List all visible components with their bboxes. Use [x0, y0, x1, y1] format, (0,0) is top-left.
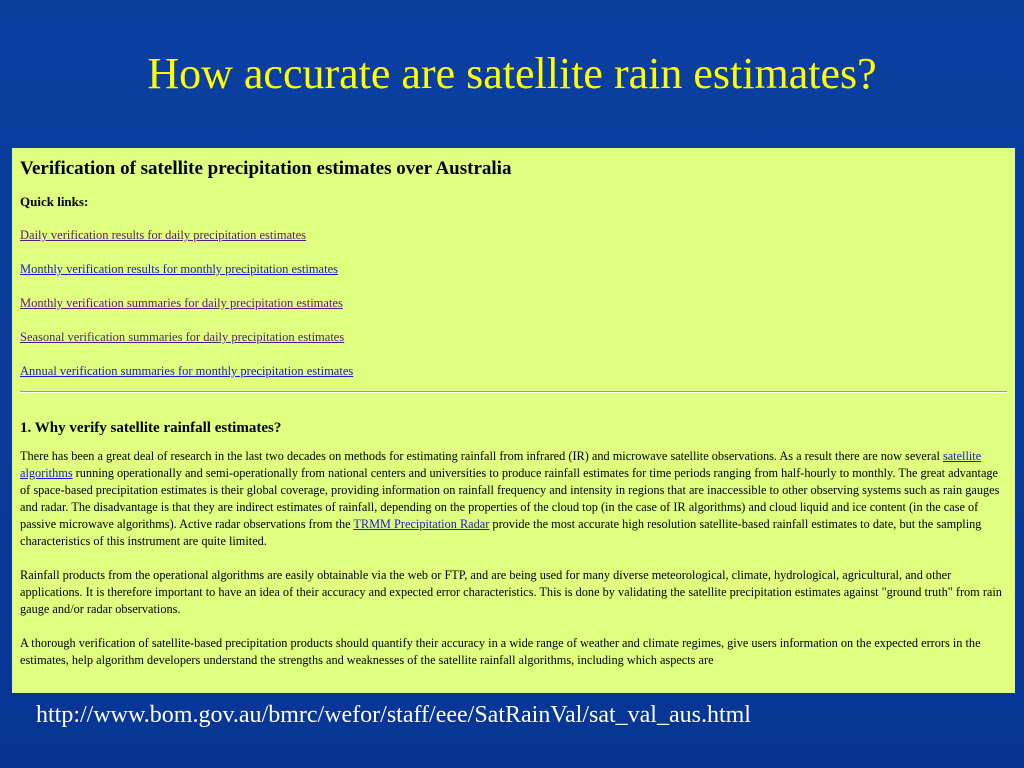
link-annual-summaries-monthly[interactable]: Annual verification summaries for monthly precipitation estimates	[20, 364, 354, 378]
horizontal-divider	[20, 391, 1007, 393]
list-item	[20, 227, 1007, 243]
paragraph-2: Rainfall products from the operational algorithms are easily obtainable via the web or FTP, and are being used for many diverse meteorological, climate, hydrological, agricultural, and other applications. It is therefore important to have an idea of their accuracy and expected error characteristics. This is done by validating the satellite precipitation estimates against "ground truth" from rain gauge and/or radar observations.	[20, 568, 1002, 616]
quick-links-label: Quick links:	[20, 194, 89, 209]
webpage-screenshot	[12, 148, 1015, 693]
slide-title: How accurate are satellite rain estimates?	[147, 49, 877, 98]
link-monthly-summaries-daily[interactable]: Monthly verification summaries for daily precipitation estimates	[20, 296, 343, 310]
paragraph-text: running operationally and semi-operationally from national centers and universities to produce rainfall estimates for time periods ranging from half-hourly to monthly. The great advantage of space-based precipitation estimates is their global coverage, providing information on rainfall frequency and intensity in regions that are inaccessible to other observing systems such as rain gauges and radar. The disadvantage is that they are indirect estimates of rainfall, depending on the properties of the cloud top (in the case of IR algorithms) and cloud liquid and ice content (in the case of passive microwave algorithms). Active radar observations from the	[20, 466, 1000, 531]
page-heading: Verification of satellite precipitation estimates over Australia	[20, 158, 512, 179]
paragraph-1	[20, 448, 1007, 550]
link-seasonal-summaries-daily[interactable]: Seasonal verification summaries for daily precipitation estimates	[20, 330, 345, 344]
list-item	[20, 295, 1007, 311]
paragraph-3: A thorough verification of satellite-based precipitation products should quantify their accuracy in a wide range of weather and climate regimes, give users information on the expected errors in the estimates, help algorithm developers understand the strengths and weaknesses of the satellite rainfall algorithms, including which aspects are	[20, 636, 981, 667]
list-item	[20, 261, 1007, 277]
link-monthly-verification-monthly[interactable]: Monthly verification results for monthly precipitation estimates	[20, 262, 338, 276]
section-heading: 1. Why verify satellite rainfall estimates?	[20, 420, 282, 436]
link-trmm-precipitation-radar[interactable]: TRMM Precipitation Radar	[353, 517, 490, 531]
url-caption: http://www.bom.gov.au/bmrc/wefor/staff/eee/SatRainVal/sat_val_aus.html	[36, 702, 751, 728]
list-item	[20, 329, 1007, 345]
link-satellite-algorithms[interactable]: satellite algorithms	[20, 449, 982, 480]
list-item	[20, 363, 1007, 379]
paragraph-text: There has been a great deal of research in the last two decades on methods for estimating rainfall from infrared (IR) and microwave satellite observations. As a result there are now several	[20, 449, 943, 463]
quick-links-list	[20, 227, 1007, 379]
paragraph-text: provide the most accurate high resolution satellite-based rainfall estimates to date, but the sampling characteristics of this instrument are quite limited.	[20, 517, 982, 548]
link-daily-verification-daily[interactable]: Daily verification results for daily precipitation estimates	[20, 228, 307, 242]
